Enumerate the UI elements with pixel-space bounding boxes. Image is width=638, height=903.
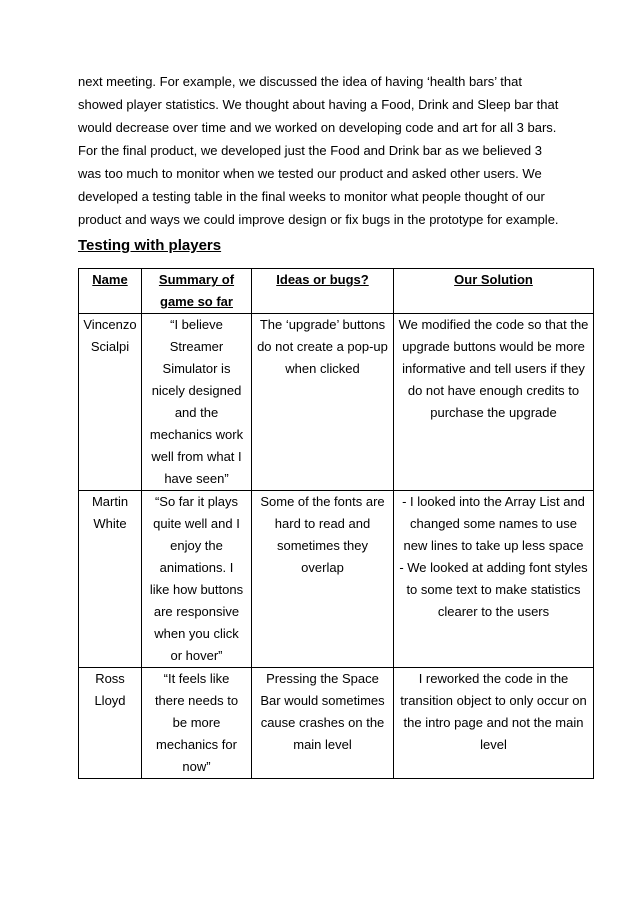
cell-line: - I looked into the Array List and <box>402 494 585 509</box>
testing-table <box>78 268 594 779</box>
cell-line: - We looked at adding font styles <box>399 560 588 575</box>
intro-line: was too much to monitor when we tested our product and asked other users. We <box>78 166 542 181</box>
cell-line: nicely designed <box>151 383 242 398</box>
section-heading: Testing with players <box>78 237 222 254</box>
cell-name <box>79 491 142 668</box>
cell-line: sometimes they <box>276 538 369 553</box>
cell-line: to some text to make statistics <box>406 582 581 597</box>
cell-line: have seen” <box>164 471 229 486</box>
cell-line: do not create a pop-up <box>257 339 388 354</box>
cell-line: Vincenzo <box>83 317 137 332</box>
cell-line: there needs to <box>154 693 239 708</box>
cell-line: We modified the code so that the <box>398 317 589 332</box>
cell-summary <box>142 491 252 668</box>
cell-line: “It feels like <box>163 671 230 686</box>
cell-name <box>79 668 142 779</box>
header-line: Name <box>92 272 128 287</box>
intro-line: would decrease over time and we worked on developing code and art for all 3 bars. <box>78 120 557 135</box>
cell-line: do not have enough credits to <box>407 383 580 398</box>
cell-line: animations. I <box>159 560 234 575</box>
cell-line: are responsive <box>153 604 240 619</box>
cell-line: Martin <box>91 494 129 509</box>
cell-line: Some of the fonts are <box>260 494 385 509</box>
cell-ideas <box>252 668 394 779</box>
cell-line: when you click <box>154 626 239 641</box>
cell-line: now” <box>182 759 211 774</box>
cell-line: “So far it plays <box>154 494 239 509</box>
cell-solution <box>394 491 594 668</box>
cell-line: hard to read and <box>274 516 371 531</box>
intro-line: developed a testing table in the final weeks to monitor what people thought of our <box>78 189 545 204</box>
cell-line: and the <box>174 405 219 420</box>
cell-line: I reworked the code in the <box>418 671 569 686</box>
cell-line: be more <box>172 715 221 730</box>
cell-line: transition object to only occur on <box>400 693 587 708</box>
header-ideas <box>252 269 394 314</box>
cell-line: the intro page and not the main <box>403 715 584 730</box>
cell-line: Streamer <box>169 339 224 354</box>
cell-line: when clicked <box>285 361 360 376</box>
header-line: Ideas or bugs? <box>276 272 369 287</box>
cell-line: “I believe <box>170 317 223 332</box>
cell-line: changed some names to use <box>410 516 577 531</box>
header-line: Our Solution <box>454 272 533 287</box>
header-line: Summary of <box>158 272 235 287</box>
cell-ideas <box>252 314 394 491</box>
cell-solution <box>394 314 594 491</box>
cell-ideas <box>252 491 394 668</box>
intro-paragraph <box>78 70 598 231</box>
header-line: game so far <box>160 294 233 309</box>
intro-line: For the final product, we developed just the Food and Drink bar as we believed 3 <box>78 143 542 158</box>
table-row <box>79 314 594 491</box>
table-row <box>79 668 594 779</box>
table-row <box>79 491 594 668</box>
cell-summary <box>142 314 252 491</box>
cell-line: Ross <box>95 671 125 686</box>
cell-name <box>79 314 142 491</box>
cell-line: White <box>93 516 127 531</box>
cell-line: main level <box>293 737 352 752</box>
cell-line: Simulator is <box>162 361 231 376</box>
cell-line: mechanics work <box>149 427 244 442</box>
cell-line: upgrade buttons would be more <box>402 339 585 354</box>
header-summary <box>142 269 252 314</box>
cell-line: quite well and I <box>153 516 240 531</box>
cell-line: or hover” <box>170 648 223 663</box>
cell-line: Lloyd <box>94 693 126 708</box>
cell-line: purchase the upgrade <box>430 405 557 420</box>
cell-line: enjoy the <box>170 538 223 553</box>
cell-solution <box>394 668 594 779</box>
cell-summary <box>142 668 252 779</box>
cell-line: level <box>480 737 507 752</box>
cell-line: Bar would sometimes <box>260 693 385 708</box>
cell-line: like how buttons <box>149 582 244 597</box>
intro-line: next meeting. For example, we discussed the idea of having ‘health bars’ that <box>78 74 522 89</box>
cell-line: new lines to take up less space <box>403 538 584 553</box>
cell-line: clearer to the users <box>437 604 550 619</box>
cell-line: mechanics for <box>156 737 237 752</box>
cell-line: well from what I <box>151 449 242 464</box>
header-name <box>79 269 142 314</box>
cell-line: informative and tell users if they <box>402 361 585 376</box>
cell-line: cause crashes on the <box>260 715 385 730</box>
cell-line: The ‘upgrade’ buttons <box>259 317 386 332</box>
header-solution <box>394 269 594 314</box>
intro-line: product and ways we could improve design or fix bugs in the prototype for example. <box>78 212 559 227</box>
cell-line: Pressing the Space <box>266 671 379 686</box>
intro-line: showed player statistics. We thought about having a Food, Drink and Sleep bar that <box>78 97 559 112</box>
cell-line: overlap <box>301 560 344 575</box>
table-header-row <box>79 269 594 314</box>
cell-line: Scialpi <box>90 339 130 354</box>
